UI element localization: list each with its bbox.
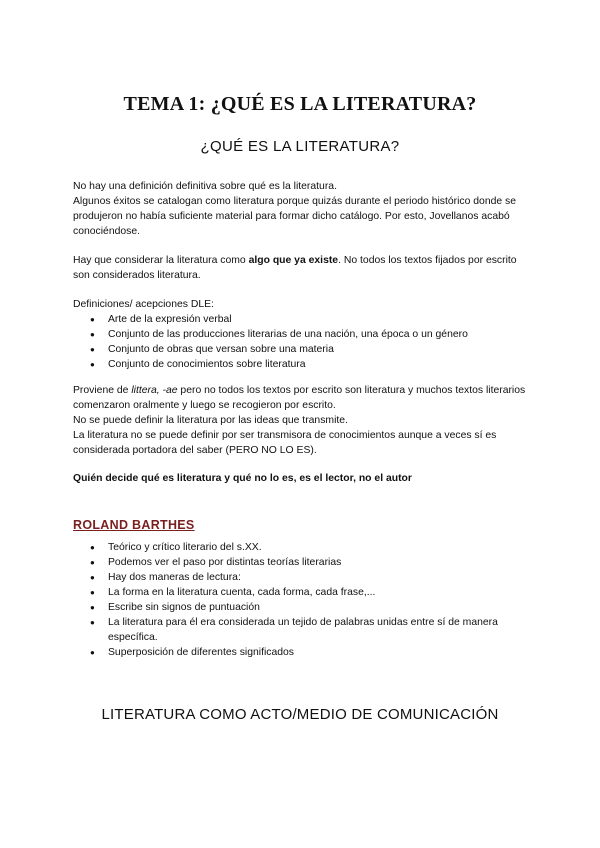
communication-section-heading: LITERATURA COMO ACTO/MEDIO DE COMUNICACIÓN: [101, 706, 499, 723]
bullet-icon: ●: [90, 648, 95, 657]
bullet-icon: ●: [90, 618, 95, 627]
bullet-icon: ●: [90, 345, 95, 354]
list-item-text: Superposición de diferentes significados: [108, 647, 294, 658]
paragraph-text: No se puede definir la literatura por las ideas que transmite.: [73, 415, 348, 426]
intro-text: Algunos éxitos se catalogan como literatura porque quizás durante el periodo histórico donde se produjeron no había suficiente material para formar dicho catálogo. Por esto, Jovellanos acabó conociéndose.: [73, 196, 517, 237]
definitions-list: [73, 312, 533, 372]
roland-barthes-list: [73, 540, 533, 660]
list-item-text: Podemos ver el paso por distintas teorías literarias: [108, 557, 342, 568]
list-item-text: Hay dos maneras de lectura:: [108, 572, 241, 583]
paragraph-text: pero no todos los textos por escrito son literatura y muchos textos literarios comenzaron oralmente y luego se recogieron por escrito.: [73, 385, 526, 411]
document-title: TEMA 1: ¿QUÉ ES LA LITERATURA?: [123, 93, 477, 115]
bullet-icon: ●: [90, 558, 95, 567]
reader-statement: Quién decide qué es literatura y qué no lo es, es el lector, no el autor: [73, 473, 412, 484]
definitions-block: [73, 297, 533, 372]
origin-paragraph: [73, 383, 533, 458]
bullet-icon: ●: [90, 588, 95, 597]
list-item: [73, 342, 533, 357]
paragraph-text: Proviene de: [73, 385, 132, 396]
bullet-icon: ●: [90, 573, 95, 582]
list-item-text: Conjunto de conocimientos sobre literatura: [108, 359, 306, 370]
list-item: [73, 615, 533, 645]
paragraph-text: . No todos los textos fijados por escrito son considerados literatura.: [73, 255, 517, 281]
emphasis-text: algo que ya existe: [248, 255, 339, 266]
bullet-icon: ●: [90, 603, 95, 612]
list-item-text: Escribe sin signos de puntuación: [108, 602, 260, 613]
list-item-text: La forma en la literatura cuenta, cada forma, cada frase,...: [108, 587, 376, 598]
list-item: [73, 645, 533, 660]
paragraph-text: La literatura no se puede definir por ser transmisora de conocimientos aunque a veces sí es considerada portadora del saber (PERO NO LO ES).: [73, 430, 497, 456]
section-heading: ¿QUÉ ES LA LITERATURA?: [200, 138, 400, 155]
list-item: [73, 540, 533, 555]
intro-line: No hay una definición definitiva sobre qué es la literatura.: [73, 181, 337, 192]
list-item: [73, 570, 533, 585]
list-item-text: Teórico y crítico literario del s.XX.: [108, 542, 262, 553]
bullet-icon: ●: [90, 360, 95, 369]
roland-barthes-heading: ROLAND BARTHES: [73, 518, 195, 532]
list-item: [73, 585, 533, 600]
list-item: [73, 357, 533, 372]
list-item: [73, 312, 533, 327]
list-item-text: Conjunto de las producciones literarias de una nación, una época o un género: [108, 329, 468, 340]
list-item-text: La literatura para él era considerada un tejido de palabras unidas entre sí de manera específica.: [108, 617, 498, 643]
bullet-icon: ●: [90, 330, 95, 339]
definitions-label: Definiciones/ acepciones DLE:: [73, 299, 214, 310]
list-item-text: Conjunto de obras que versan sobre una materia: [108, 344, 334, 355]
intro-paragraph: [73, 179, 533, 239]
existing-literature-paragraph: [73, 253, 533, 283]
roland-barthes-block: [73, 540, 533, 660]
list-item: [73, 327, 533, 342]
list-item-text: Arte de la expresión verbal: [108, 314, 232, 325]
list-item: [73, 600, 533, 615]
list-item: [73, 555, 533, 570]
paragraph-text: Hay que considerar la literatura como: [73, 255, 249, 266]
bullet-icon: ●: [90, 315, 95, 324]
latin-term: littera, -ae: [131, 385, 178, 396]
bullet-icon: ●: [90, 543, 95, 552]
